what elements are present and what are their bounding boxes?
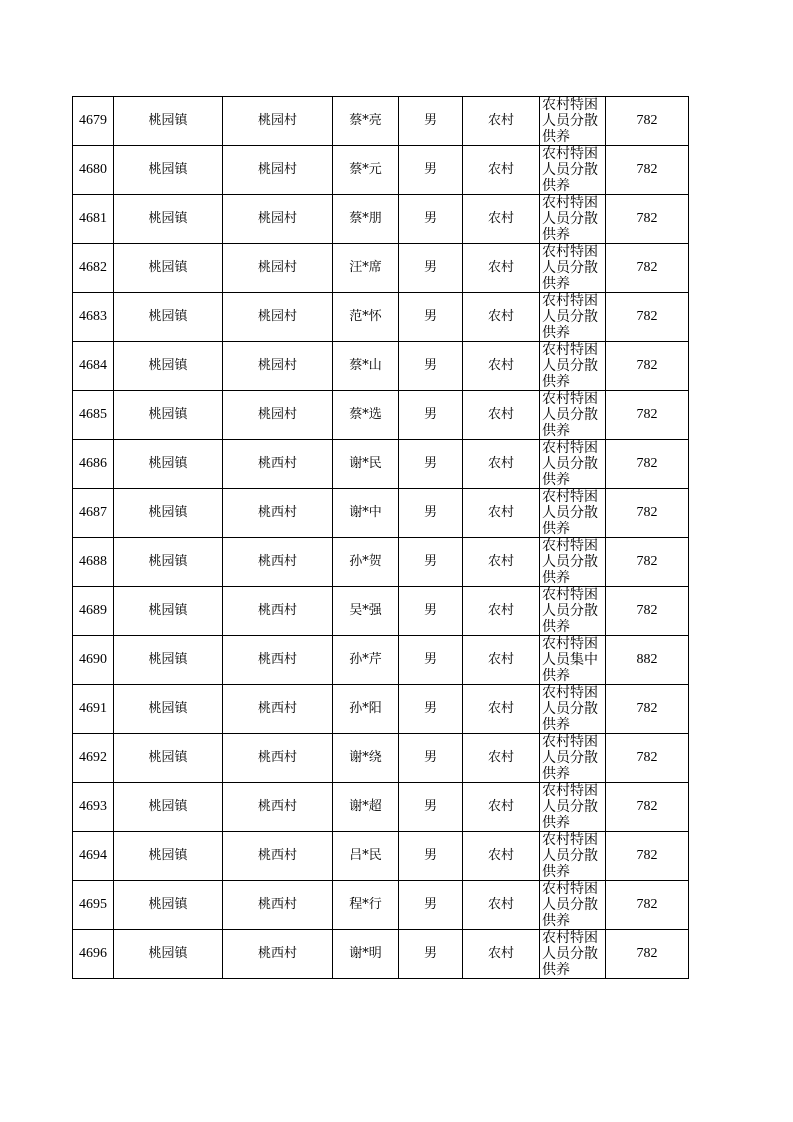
- cell-name: 孙*芹: [333, 636, 399, 685]
- cell-name: 蔡*朋: [333, 195, 399, 244]
- cell-village: 桃西村: [223, 538, 333, 587]
- cell-amount: 782: [606, 244, 689, 293]
- cell-category: [540, 587, 606, 636]
- cell-name: 范*怀: [333, 293, 399, 342]
- cell-category: [540, 685, 606, 734]
- cell-id: 4695: [73, 881, 114, 930]
- cell-category: [540, 293, 606, 342]
- cell-amount: 782: [606, 195, 689, 244]
- cell-id: 4692: [73, 734, 114, 783]
- cell-gender: 男: [399, 734, 463, 783]
- cell-gender: 男: [399, 244, 463, 293]
- cell-gender: 男: [399, 636, 463, 685]
- cell-town: 桃园镇: [114, 587, 223, 636]
- category-text: 农村特困人员分散供养: [542, 832, 598, 880]
- cell-town: 桃园镇: [114, 293, 223, 342]
- cell-village: 桃园村: [223, 195, 333, 244]
- cell-name: 汪*席: [333, 244, 399, 293]
- cell-village: 桃园村: [223, 146, 333, 195]
- cell-area: 农村: [463, 636, 540, 685]
- cell-gender: 男: [399, 538, 463, 587]
- cell-category: [540, 734, 606, 783]
- cell-amount: 782: [606, 538, 689, 587]
- cell-gender: 男: [399, 293, 463, 342]
- cell-area: 农村: [463, 293, 540, 342]
- cell-id: 4680: [73, 146, 114, 195]
- cell-id: 4681: [73, 195, 114, 244]
- cell-amount: 782: [606, 783, 689, 832]
- cell-town: 桃园镇: [114, 440, 223, 489]
- cell-amount: 782: [606, 391, 689, 440]
- cell-amount: 782: [606, 440, 689, 489]
- cell-amount: 782: [606, 146, 689, 195]
- cell-id: 4690: [73, 636, 114, 685]
- cell-amount: 782: [606, 832, 689, 881]
- table-row: [73, 538, 689, 587]
- category-text: 农村特困人员分散供养: [542, 930, 598, 978]
- cell-amount: 782: [606, 293, 689, 342]
- cell-area: 农村: [463, 391, 540, 440]
- category-text: 农村特困人员分散供养: [542, 195, 598, 243]
- cell-area: 农村: [463, 832, 540, 881]
- cell-area: 农村: [463, 734, 540, 783]
- cell-amount: 782: [606, 930, 689, 979]
- cell-id: 4685: [73, 391, 114, 440]
- table-row: [73, 146, 689, 195]
- cell-name: 谢*绕: [333, 734, 399, 783]
- cell-gender: 男: [399, 440, 463, 489]
- cell-area: 农村: [463, 244, 540, 293]
- cell-name: 吕*民: [333, 832, 399, 881]
- table-body: [73, 97, 689, 979]
- cell-name: 蔡*山: [333, 342, 399, 391]
- cell-town: 桃园镇: [114, 636, 223, 685]
- table-row: [73, 832, 689, 881]
- cell-town: 桃园镇: [114, 538, 223, 587]
- table-row: [73, 636, 689, 685]
- table-row: [73, 391, 689, 440]
- table-row: [73, 244, 689, 293]
- cell-category: [540, 489, 606, 538]
- cell-category: [540, 391, 606, 440]
- cell-name: 程*行: [333, 881, 399, 930]
- cell-town: 桃园镇: [114, 930, 223, 979]
- cell-area: 农村: [463, 342, 540, 391]
- cell-category: [540, 832, 606, 881]
- cell-town: 桃园镇: [114, 146, 223, 195]
- cell-gender: 男: [399, 930, 463, 979]
- cell-village: 桃园村: [223, 244, 333, 293]
- cell-name: 蔡*元: [333, 146, 399, 195]
- category-text: 农村特困人员分散供养: [542, 538, 598, 586]
- table-row: [73, 881, 689, 930]
- cell-name: 谢*中: [333, 489, 399, 538]
- category-text: 农村特困人员分散供养: [542, 97, 598, 145]
- cell-village: 桃园村: [223, 391, 333, 440]
- cell-town: 桃园镇: [114, 832, 223, 881]
- cell-town: 桃园镇: [114, 783, 223, 832]
- cell-area: 农村: [463, 930, 540, 979]
- cell-town: 桃园镇: [114, 881, 223, 930]
- table-row: [73, 930, 689, 979]
- cell-name: 蔡*亮: [333, 97, 399, 146]
- cell-village: 桃西村: [223, 440, 333, 489]
- cell-town: 桃园镇: [114, 489, 223, 538]
- category-text: 农村特困人员分散供养: [542, 587, 598, 635]
- cell-category: [540, 195, 606, 244]
- cell-amount: 782: [606, 342, 689, 391]
- cell-village: 桃园村: [223, 97, 333, 146]
- cell-id: 4689: [73, 587, 114, 636]
- cell-category: [540, 244, 606, 293]
- cell-name: 吴*强: [333, 587, 399, 636]
- cell-category: [540, 538, 606, 587]
- cell-category: [540, 440, 606, 489]
- cell-village: 桃园村: [223, 342, 333, 391]
- cell-village: 桃西村: [223, 832, 333, 881]
- cell-village: 桃西村: [223, 489, 333, 538]
- cell-village: 桃西村: [223, 734, 333, 783]
- cell-gender: 男: [399, 587, 463, 636]
- cell-amount: 782: [606, 97, 689, 146]
- table-row: [73, 293, 689, 342]
- cell-gender: 男: [399, 489, 463, 538]
- cell-village: 桃西村: [223, 685, 333, 734]
- cell-id: 4683: [73, 293, 114, 342]
- cell-village: 桃西村: [223, 587, 333, 636]
- cell-area: 农村: [463, 685, 540, 734]
- cell-id: 4684: [73, 342, 114, 391]
- category-text: 农村特困人员分散供养: [542, 685, 598, 733]
- cell-id: 4694: [73, 832, 114, 881]
- cell-gender: 男: [399, 685, 463, 734]
- cell-name: 谢*超: [333, 783, 399, 832]
- cell-gender: 男: [399, 391, 463, 440]
- cell-id: 4679: [73, 97, 114, 146]
- category-text: 农村特困人员分散供养: [542, 342, 598, 390]
- cell-village: 桃西村: [223, 636, 333, 685]
- cell-gender: 男: [399, 881, 463, 930]
- cell-area: 农村: [463, 146, 540, 195]
- cell-category: [540, 881, 606, 930]
- cell-category: [540, 930, 606, 979]
- cell-amount: 782: [606, 881, 689, 930]
- cell-town: 桃园镇: [114, 97, 223, 146]
- cell-town: 桃园镇: [114, 342, 223, 391]
- cell-gender: 男: [399, 832, 463, 881]
- cell-id: 4686: [73, 440, 114, 489]
- cell-area: 农村: [463, 97, 540, 146]
- cell-gender: 男: [399, 97, 463, 146]
- cell-town: 桃园镇: [114, 244, 223, 293]
- cell-area: 农村: [463, 881, 540, 930]
- cell-name: 谢*明: [333, 930, 399, 979]
- cell-name: 孙*阳: [333, 685, 399, 734]
- cell-area: 农村: [463, 783, 540, 832]
- cell-amount: 782: [606, 685, 689, 734]
- cell-name: 蔡*选: [333, 391, 399, 440]
- category-text: 农村特困人员分散供养: [542, 293, 598, 341]
- category-text: 农村特困人员分散供养: [542, 783, 598, 831]
- category-text: 农村特困人员集中供养: [542, 636, 598, 684]
- cell-gender: 男: [399, 146, 463, 195]
- table-row: [73, 342, 689, 391]
- table-row: [73, 587, 689, 636]
- cell-id: 4691: [73, 685, 114, 734]
- table-row: [73, 783, 689, 832]
- table-row: [73, 734, 689, 783]
- cell-town: 桃园镇: [114, 734, 223, 783]
- table-row: [73, 440, 689, 489]
- cell-id: 4693: [73, 783, 114, 832]
- cell-amount: 782: [606, 489, 689, 538]
- cell-area: 农村: [463, 538, 540, 587]
- cell-amount: 882: [606, 636, 689, 685]
- table-row: [73, 489, 689, 538]
- cell-category: [540, 636, 606, 685]
- cell-id: 4696: [73, 930, 114, 979]
- category-text: 农村特困人员分散供养: [542, 440, 598, 488]
- category-text: 农村特困人员分散供养: [542, 881, 598, 929]
- cell-village: 桃西村: [223, 930, 333, 979]
- category-text: 农村特困人员分散供养: [542, 734, 598, 782]
- cell-id: 4687: [73, 489, 114, 538]
- cell-town: 桃园镇: [114, 195, 223, 244]
- cell-village: 桃园村: [223, 293, 333, 342]
- cell-area: 农村: [463, 489, 540, 538]
- table-row: [73, 195, 689, 244]
- cell-gender: 男: [399, 195, 463, 244]
- category-text: 农村特困人员分散供养: [542, 489, 598, 537]
- cell-gender: 男: [399, 342, 463, 391]
- cell-category: [540, 783, 606, 832]
- cell-id: 4688: [73, 538, 114, 587]
- cell-village: 桃西村: [223, 881, 333, 930]
- cell-category: [540, 97, 606, 146]
- cell-category: [540, 146, 606, 195]
- cell-category: [540, 342, 606, 391]
- category-text: 农村特困人员分散供养: [542, 146, 598, 194]
- cell-town: 桃园镇: [114, 391, 223, 440]
- cell-village: 桃西村: [223, 783, 333, 832]
- cell-area: 农村: [463, 195, 540, 244]
- cell-area: 农村: [463, 440, 540, 489]
- cell-area: 农村: [463, 587, 540, 636]
- table-row: [73, 97, 689, 146]
- cell-name: 谢*民: [333, 440, 399, 489]
- cell-amount: 782: [606, 587, 689, 636]
- cell-gender: 男: [399, 783, 463, 832]
- cell-amount: 782: [606, 734, 689, 783]
- records-table: [72, 96, 689, 979]
- cell-name: 孙*贺: [333, 538, 399, 587]
- cell-id: 4682: [73, 244, 114, 293]
- category-text: 农村特困人员分散供养: [542, 391, 598, 439]
- category-text: 农村特困人员分散供养: [542, 244, 598, 292]
- cell-town: 桃园镇: [114, 685, 223, 734]
- table-row: [73, 685, 689, 734]
